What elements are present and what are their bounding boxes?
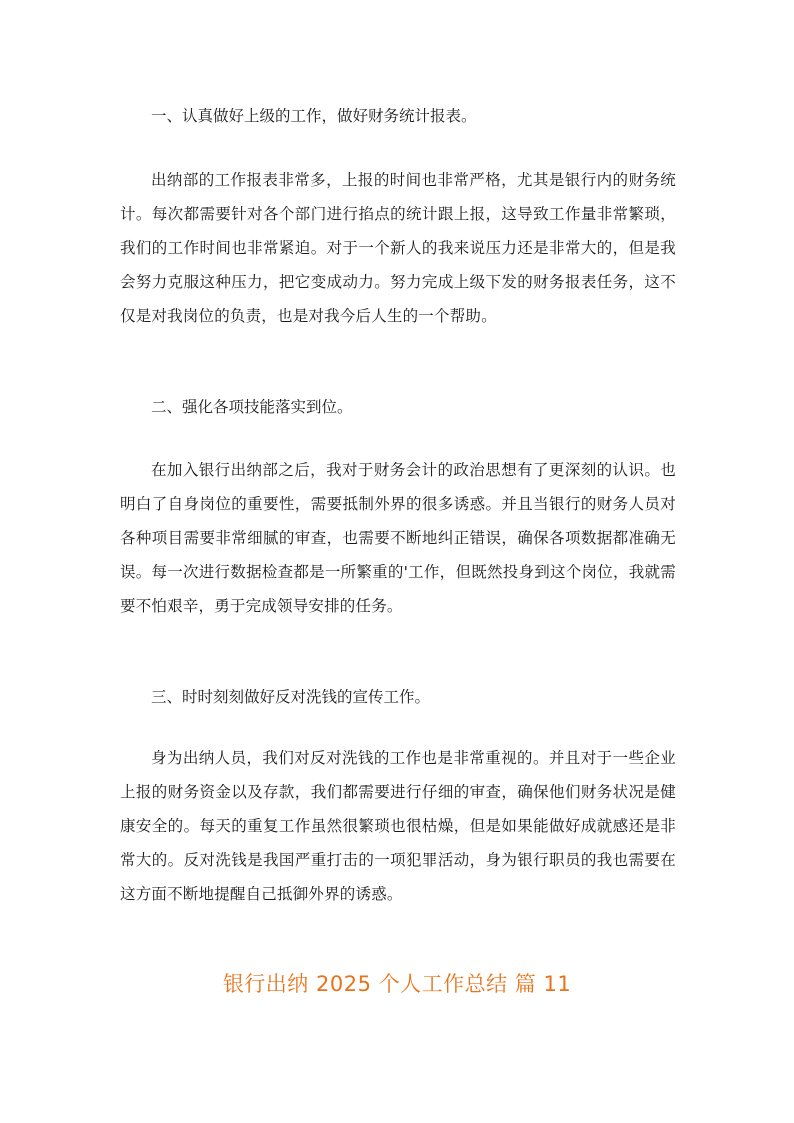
section-heading-2: 二、强化各项技能落实到位。 — [151, 398, 353, 416]
paragraph-2: 在加入银行出纳部之后，我对于财务会计的政治思想有了更深刻的认识。也明白了自身岗位的重要性，需要抵制外界的很多诱惑。并且当银行的财务人员对各种项目需要非常细腻的审查，也需要不断地纠正错误，确保各项数据都准确无误。每一次进行数据检查都是一所繁重的'工作，但既然投身到这个岗位，我就需要不怕艰辛，勇于完成领导安排的任务。 — [120, 461, 676, 615]
section-heading-3: 三、时时刻刻做好反对洗钱的宣传工作。 — [151, 688, 431, 706]
section-heading-1: 一、认真做好上级的工作，做好财务统计报表。 — [151, 107, 477, 125]
section-title: 银行出纳 2025 个人工作总结 篇 11 — [222, 972, 572, 996]
paragraph-1: 出纳部的工作报表非常多，上报的时间也非常严格，尤其是银行内的财务统计。每次都需要针对各个部门进行掐点的统计跟上报，这导致工作量非常繁琐，我们的工作时间也非常紧迫。对于一个新人的我来说压力还是非常大的，但是我会努力克服这种压力，把它变成动力。努力完成上级下发的财务报表任务，这不仅是对我岗位的负责，也是对我今后人生的一个帮助。 — [120, 171, 676, 325]
paragraph-3: 身为出纳人员，我们对反对洗钱的工作也是非常重视的。并且对于一些企业上报的财务资金以及存款，我们都需要进行仔细的审查，确保他们财务状况是健康安全的。每天的重复工作虽然很繁琐也很枯燥，但是如果能做好成就感还是非常大的。反对洗钱是我国严重打击的一项犯罪活动，身为银行职员的我也需要在这方面不断地提醒自己抵御外界的诱惑。 — [120, 749, 676, 903]
